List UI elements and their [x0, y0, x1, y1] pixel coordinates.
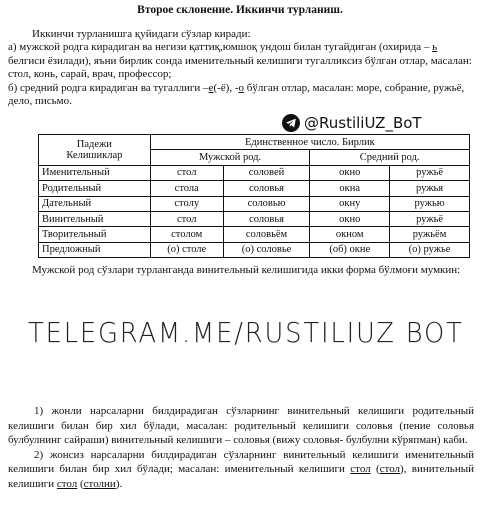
rule-animate: 1) жонли нарсаларни билдирадиган сўзларнинг винительный келишиги родительный келишиги билан бир хил бўлади, масалан: родительный келишиги соловья (пение соловья булбулнинг сайраши) винительный келишиги – соловья (вижу соловья- булбулни кўряпман) каби.	[8, 405, 474, 447]
intro-b-part-2: бўлган отлар, масалан: море, собрание, ружьё, дело, письмо.	[8, 81, 465, 108]
table-row	[39, 227, 470, 242]
neut-form-1: (об) окне	[310, 242, 390, 257]
intro-a-part-1: а) мужской родга кирадиган ва негизи қаттиқ,юмшоқ ундош билан тугайдиган (охирида –	[8, 41, 433, 54]
ending-e-mark: е	[208, 81, 214, 94]
neuter-header: Средний род.	[310, 150, 470, 165]
singular-header: Единственное число. Бирлик	[150, 135, 469, 150]
neut-form-2: ружьё	[390, 211, 470, 226]
paren-open: (	[370, 463, 380, 476]
masc-form-2: соловья	[223, 181, 310, 196]
intro-lead: Иккинчи турланишга қуйидаги сўзлар киради:	[32, 28, 251, 40]
case-name: Именительный	[39, 165, 151, 180]
rule-2-part-1: 2) жонсиз нарсаларни билдирадиган сўзларнинг винительный келишиги именительный келишиги билан бир хил бўлади; масалан: именительный келишиги	[8, 448, 474, 476]
case-header-uz: Келишиклар	[66, 149, 123, 161]
telegram-watermark: TELEGRAM.ME/RUSTILIUZ BOT	[28, 316, 464, 349]
masc-form-2: соловью	[223, 196, 310, 211]
paren-open: (	[77, 477, 84, 490]
neut-form-1: окно	[310, 165, 390, 180]
declension-table	[38, 134, 470, 258]
masc-form-1: стол	[150, 211, 223, 226]
masc-form-2: соловей	[223, 165, 310, 180]
table-row	[39, 181, 470, 196]
intro-item-a	[8, 41, 474, 81]
table-row	[39, 211, 470, 226]
example-word: стол	[56, 477, 78, 490]
table-row	[39, 242, 470, 257]
masculine-header: Мужской род.	[150, 150, 310, 165]
masc-form-1: (о) столе	[150, 242, 223, 257]
case-name: Родительный	[39, 181, 151, 196]
masc-form-2: (о) соловье	[223, 242, 310, 257]
ending-yo-mark: (-ё)	[213, 81, 230, 94]
masc-form-2: соловьём	[223, 227, 310, 242]
intro-a-part-2: белгиси ёзилади), яъни бирлик сонда именительный келишиги тугалликсиз бўлган отлар, масалан: стол, конь, сарай, врач, профессор;	[8, 54, 472, 81]
masc-form-1: стола	[150, 181, 223, 196]
telegram-plane-icon	[282, 114, 300, 132]
telegram-badge-text: @RustiliUZ_BoT	[304, 114, 422, 132]
neut-form-2: ружьём	[390, 227, 470, 242]
neut-form-2: (о) ружье	[390, 242, 470, 257]
ending-o-mark: о	[238, 81, 244, 94]
masc-form-2: соловья	[223, 211, 310, 226]
neut-form-1: окна	[310, 181, 390, 196]
neut-form-1: окном	[310, 227, 390, 242]
case-header-ru: Падежи	[76, 138, 112, 150]
neut-form-1: окно	[310, 211, 390, 226]
case-column-header	[39, 135, 151, 166]
table-header-row	[39, 135, 470, 150]
rule-2-end: ).	[115, 477, 123, 490]
rule-inanimate	[8, 448, 474, 492]
accusative-note: Мужской род сўзлари турланганда винительный келишигида икки форма бўлмоғи мумкин:	[32, 264, 461, 276]
neut-form-2: ружью	[390, 196, 470, 211]
case-name: Творительный	[39, 227, 151, 242]
table-row	[39, 196, 470, 211]
intro-b-part-1: б) средний родга кирадиган ва тугаллиги –	[8, 81, 209, 94]
page-title: Второе склонение. Иккинчи турланиш.	[137, 4, 343, 16]
accusative-rules	[8, 404, 474, 492]
table-row	[39, 165, 470, 180]
masc-form-1: стол	[150, 165, 223, 180]
ending-separator: , -	[229, 81, 239, 94]
case-name: Дательный	[39, 196, 151, 211]
neut-form-2: ружьё	[390, 165, 470, 180]
case-name: Винительный	[39, 211, 151, 226]
example-word: стол	[350, 463, 371, 476]
example-word: столни	[83, 477, 116, 490]
intro-item-b	[8, 82, 474, 109]
rule-2-part-2: ), винительный келишиги	[8, 463, 474, 490]
telegram-badge[interactable]	[282, 112, 478, 134]
neut-form-2: ружья	[390, 181, 470, 196]
intro-text	[8, 28, 474, 108]
soft-sign-mark: ь	[432, 41, 438, 54]
masc-form-1: столу	[150, 196, 223, 211]
example-word: стол	[379, 463, 401, 476]
neut-form-1: окну	[310, 196, 390, 211]
masc-form-1: столом	[150, 227, 223, 242]
case-name: Предложный	[39, 242, 151, 257]
